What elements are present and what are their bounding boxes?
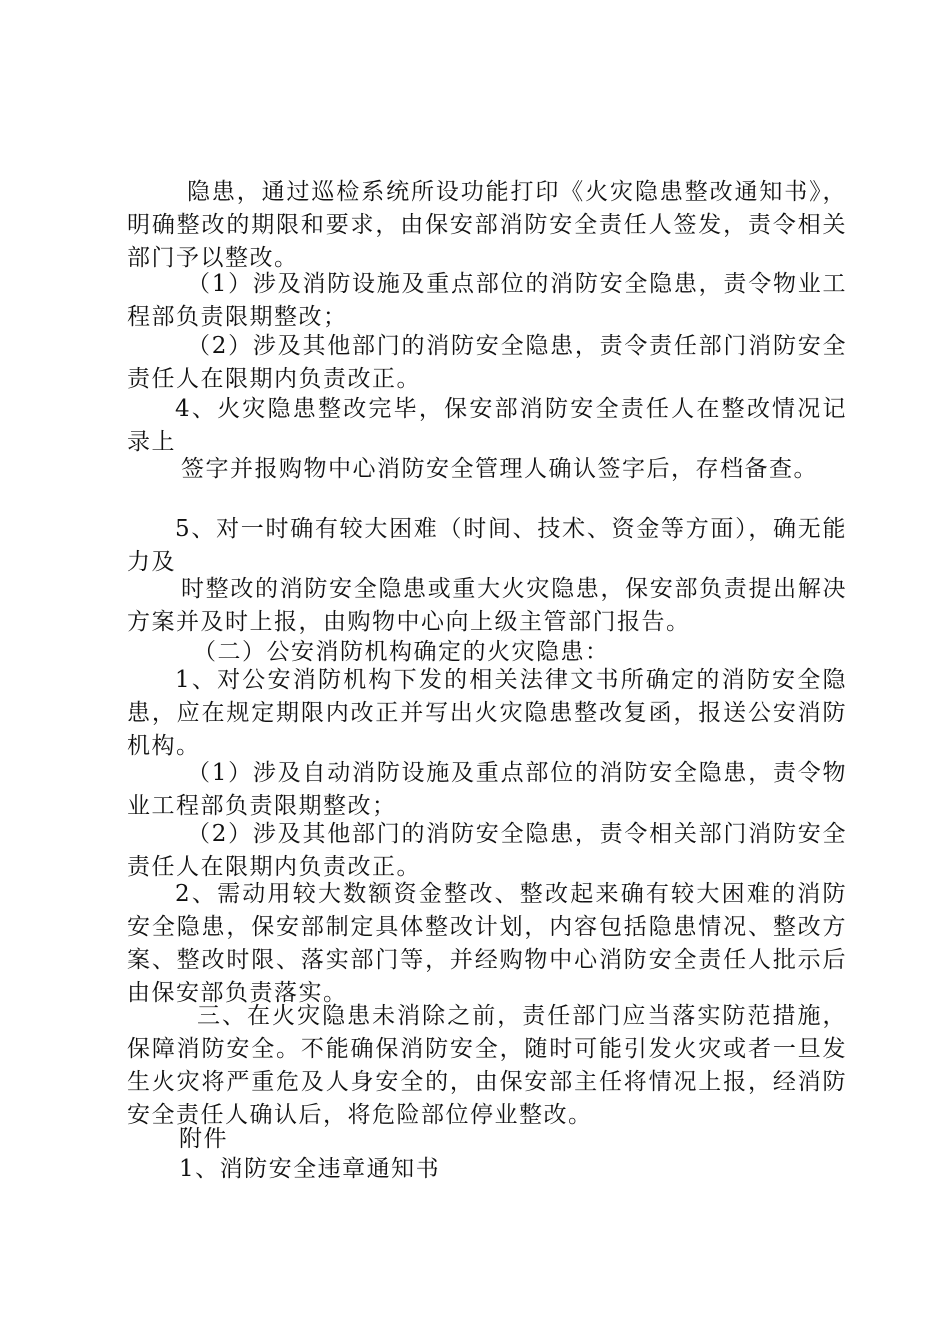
paragraph-hazard-notice: 隐患，通过巡检系统所设功能打印《火灾隐患整改通知书》，明确整改的期限和要求，由保安部消防安全责任人签发，责令相关部门予以整改。 (127, 179, 847, 271)
paragraph-police-step-1: 1、对公安消防机构下发的相关法律文书所确定的消防安全隐患，应在规定期限内改正并写出火灾隐患整改复函，报送公安消防机构。 (127, 667, 847, 759)
attachment-heading: 附件 (179, 1126, 228, 1152)
paragraph-item-1-facilities: （1）涉及消防设施及重点部位的消防安全隐患，责令物业工程部负责限期整改； (127, 271, 847, 330)
paragraph-step-5: 5、对一时确有较大困难（时间、技术、资金等方面），确无能力及 (127, 516, 847, 575)
paragraph-item-2-other-departments: （2）涉及其他部门的消防安全隐患，责令责任部门消防安全责任人在限期内负责改正。 (127, 333, 847, 392)
paragraph-step-4-continued: 签字并报购物中心消防安全管理人确认签字后，存档备查。 (181, 456, 818, 482)
paragraph-police-item-1: （1）涉及自动消防设施及重点部位的消防安全隐患，责令物业工程部负责限期整改； (127, 760, 847, 819)
paragraph-step-4: 4、火灾隐患整改完毕，保安部消防安全责任人在整改情况记录上 (127, 396, 847, 455)
paragraph-section-three: 三、在火灾隐患未消除之前，责任部门应当落实防范措施，保障消防安全。不能确保消防安全，随时可能引发火灾或者一旦发生火灾将严重危及人身安全的，由保安部主任将情况上报，经消防安全责任人确认后，将危险部位停业整改。 (127, 1003, 847, 1128)
paragraph-step-5-continued: 时整改的消防安全隐患或重大火灾隐患，保安部负责提出解决方案并及时上报，由购物中心向上级主管部门报告。 (127, 576, 847, 635)
paragraph-police-step-2: 2、需动用较大数额资金整改、整改起来确有较大困难的消防安全隐患，保安部制定具体整改计划，内容包括隐患情况、整改方案、整改时限、落实部门等，并经购物中心消防安全责任人批示后由保安部负责落实。 (127, 881, 847, 1006)
paragraph-police-item-2: （2）涉及其他部门的消防安全隐患，责令相关部门消防安全责任人在限期内负责改正。 (127, 821, 847, 880)
section-heading-police-hazards: （二）公安消防机构确定的火灾隐患： (193, 639, 610, 665)
attachment-item-1: 1、消防安全违章通知书 (179, 1156, 441, 1182)
